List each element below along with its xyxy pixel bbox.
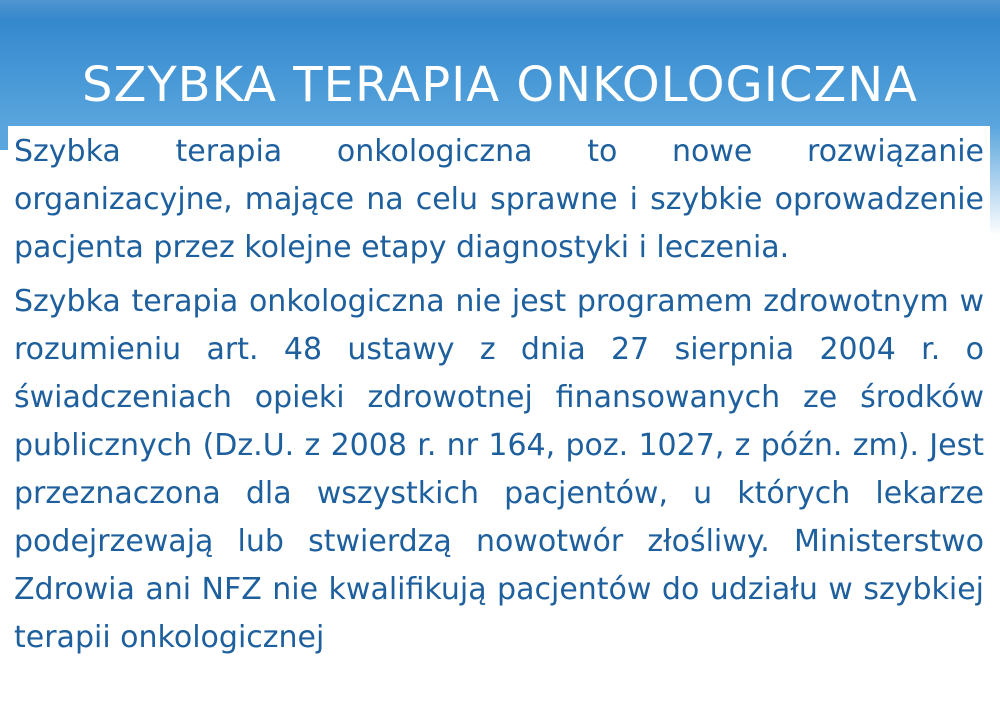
paragraph-1: Szybka terapia onkologiczna to nowe rozwiązanie organizacyjne, mające na celu sprawne i szybkie oprowadzenie pacjenta przez kolejne etapy diagnostyki i leczenia.	[14, 134, 984, 265]
left-edge-accent	[0, 126, 8, 150]
header-highlight	[0, 0, 1000, 20]
header-band	[0, 0, 1000, 126]
content-block	[14, 128, 984, 662]
right-edge-accent	[990, 126, 1000, 236]
paragraph-2: Szybka terapia onkologiczna nie jest programem zdrowotnym w rozumieniu art. 48 ustawy z dnia 27 sierpnia 2004 r. o świadczeniach opieki zdrowotnej finansowanych ze środków publicznych (Dz.U. z 2008 r. nr 164, poz. 1027, z późn. zm). Jest przeznaczona dla wszystkich pacjentów, u których lekarze podejrzewają lub stwierdzą nowotwór złośliwy. Ministerstwo Zdrowia ani NFZ nie kwalifikują pacjentów do udziału w szybkiej terapii onkologicznej	[14, 284, 984, 655]
page-title: SZYBKA TERAPIA ONKOLOGICZNA	[81, 57, 919, 113]
